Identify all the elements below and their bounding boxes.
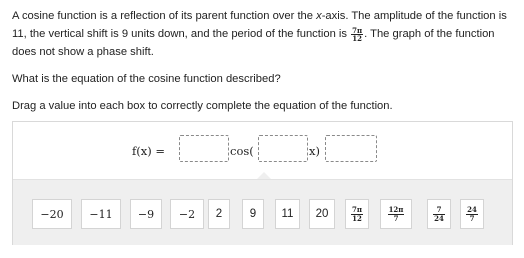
denominator: 7 [469, 213, 475, 223]
tile-neg11[interactable]: −11 [81, 199, 121, 229]
numerator: 7 [433, 206, 445, 215]
tile-20[interactable]: 20 [309, 199, 335, 229]
tile-neg2[interactable]: −2 [170, 199, 204, 229]
vertical-shift-drop-box[interactable] [325, 135, 377, 162]
problem-statement [12, 7, 517, 61]
period-numerator: 7π [352, 25, 363, 35]
denominator: 7 [393, 213, 399, 223]
tile-2[interactable]: 2 [208, 199, 230, 229]
tile-7pi-over-12[interactable] [345, 199, 369, 229]
tile-9[interactable]: 9 [242, 199, 264, 229]
numerator: 7π [352, 204, 362, 214]
numerator: 24 [467, 204, 477, 214]
denominator: 24 [434, 213, 444, 223]
period-fraction [351, 27, 363, 42]
denominator: 12 [352, 213, 362, 223]
equation-x: x) [309, 144, 320, 158]
tile-7-over-24[interactable] [427, 199, 451, 229]
numerator: 12π [388, 204, 404, 214]
equation-area [13, 122, 512, 179]
tile-12pi-over-7[interactable] [380, 199, 412, 229]
tile-24-over-7[interactable] [460, 199, 484, 229]
drag-drop-workspace [12, 121, 513, 245]
x-variable: x [316, 10, 322, 22]
equation-lhs: f(x) = [132, 144, 166, 158]
tile-11[interactable]: 11 [275, 199, 300, 229]
fraction [466, 206, 478, 223]
statement-text-3: . The graph of the function does not show a phase shift. [12, 28, 495, 58]
statement-text-2: -axis. The amplitude of the function is 11, the vertical shift is 9 units down, and the period of the function is [12, 10, 507, 40]
fraction [388, 206, 405, 223]
equation-cos: cos( [230, 144, 254, 158]
fraction [351, 206, 363, 223]
tile-neg9[interactable]: −9 [130, 199, 162, 229]
instruction-text: Drag a value into each box to correctly complete the equation of the function. [12, 100, 393, 112]
period-denominator: 12 [352, 33, 362, 43]
fraction [433, 206, 445, 223]
tile-neg20[interactable]: −20 [32, 199, 72, 229]
coefficient-drop-box[interactable] [258, 135, 308, 162]
amplitude-drop-box[interactable] [179, 135, 229, 162]
question-text: What is the equation of the cosine function described? [12, 73, 281, 85]
statement-text: A cosine function is a reflection of its parent function over the [12, 10, 317, 22]
